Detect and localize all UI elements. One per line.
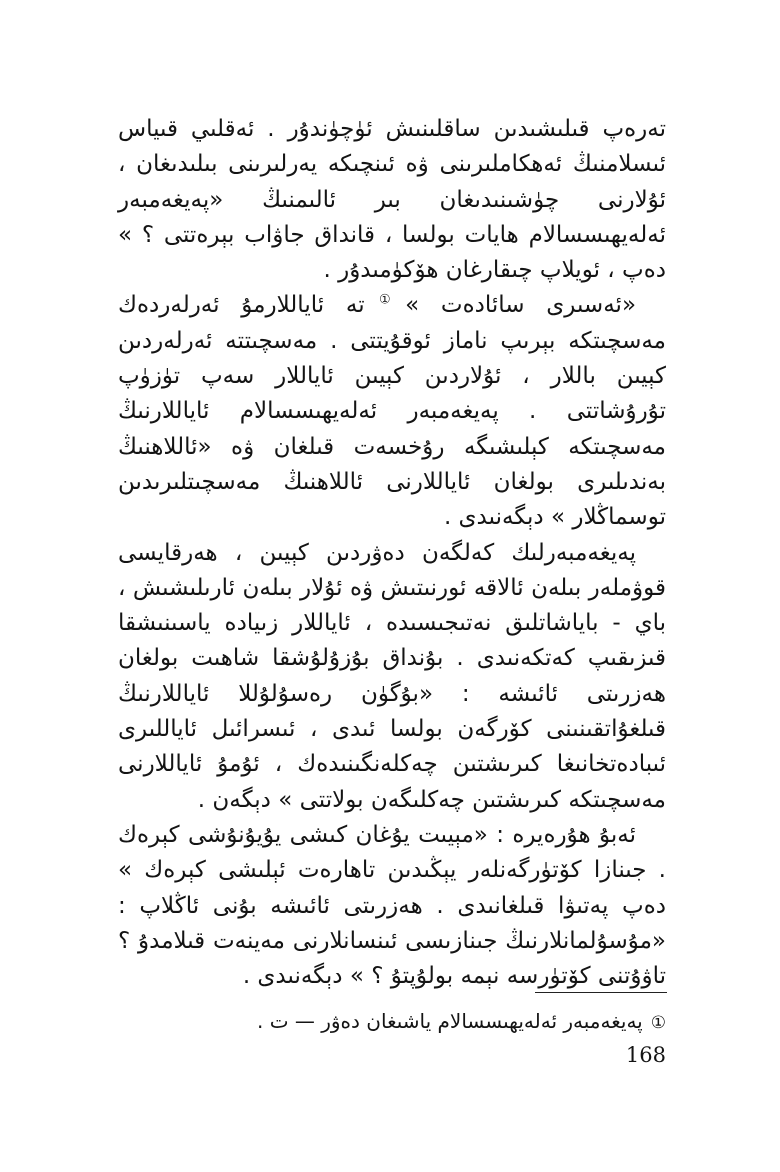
paragraph-3: پەيغەمبەرلىك كەلگەن دەۋردىن كېيىن ، ھەرقايسى قوۋملەر بىلەن ئالاقە ئورنىتىش ۋە ئۇلار بىلەن ئارىلىشىش ، باي - باياشاتلىق نەتىجىسىدە ، ئاياللار زىيادە ياسىنىشقا قىزىقىپ كەتكەنىدى . بۇنداق بۇزۇلۇشقا شاھىت بولغان ھەزرىتى ئائىشە : «بۇگۈن رەسۇلۇللا ئاياللارنىڭ قىلغۇاتقىنىنى كۆرگەن بولسا ئىدى ، ئىسرائىل ئاياللىرى ئىبادەتخانىغا كىرىشتىن چەكلەنگىنىدەك ، ئۇمۇ ئاياللارنى مەسچىتكە كىرىشتىن چەكلىگەن بولاتتى » دېگەن .	[118, 539, 666, 813]
footnote-text: پەيغەمبەر ئەلەيھىسسالام ياشىغان دەۋر — ت .	[256, 1009, 643, 1033]
paragraph-2-body: تە ئاياللارمۇ ئەرلەردەك مەسچىتكە بېرىپ ناماز ئوقۇيتتى . مەسچىتتە ئەرلەردىن كېيىن باللار ، ئۇلاردىن كېيىن ئاياللار سەپ تۈزۈپ تۇرۇشاتتى . پەيغەمبەر ئەلەيھىسسالام ئاياللارنىڭ مەسچىتكە كېلىشىگە رۇخسەت قىلغان ۋە «ئاللاھنىڭ بەندىلىرى بولغان ئاياللارنى ئاللاھنىڭ مەسچىتلىرىدىن توسماڭلار » دېگەنىدى .	[118, 292, 666, 531]
paragraph-2-lead: «ئەسىرى سائادەت »	[405, 292, 637, 319]
footnote-reference: ①	[364, 292, 406, 308]
paragraph-4: ئەبۇ ھۇرەيرە : «مېيىت يۇغان كىشى يۇيۇنۇشى كېرەك . جىنازا كۆتۈرگەنلەر يېڭىدىن تاھارەت ئېلىشى كېرەك » دەپ پەتىۋا قىلغانىدى . ھەزرىتى ئائىشە بۇنى ئاڭلاپ : «مۇسۇلمانلارنىڭ جىنازىسى ئىنسانلارنى مەينەت قىلامدۇ ؟ تاۋۇتنى كۆتۈرسە نېمە بولۇپتۇ ؟ » دېگەنىدى .	[118, 821, 666, 990]
footnote	[118, 1006, 666, 1038]
paragraph-2	[118, 288, 666, 535]
footnote-marker: ①	[650, 1013, 666, 1033]
footnote-divider	[535, 992, 667, 993]
paragraph-1: تەرەپ قىلىشىدىن ساقلىنىش ئۈچۈندۇر . ئەقلىي قىياس ئىسلامنىڭ ئەھكاملىرىنى ۋە ئىنچىكە يەرلىرىنى بىلىدىغان ، ئۇلارنى چۈشىنىدىغان بىر ئالىمنىڭ «پەيغەمبەر ئەلەيھىسسالام ھايات بولسا ، قانداق جاۋاب بېرەتتى ؟ » دەپ ، ئويلاپ چىقارغان ھۆكۈمىدۇر .	[118, 116, 666, 284]
body-text	[118, 112, 666, 994]
page-number: 168	[625, 1043, 666, 1067]
